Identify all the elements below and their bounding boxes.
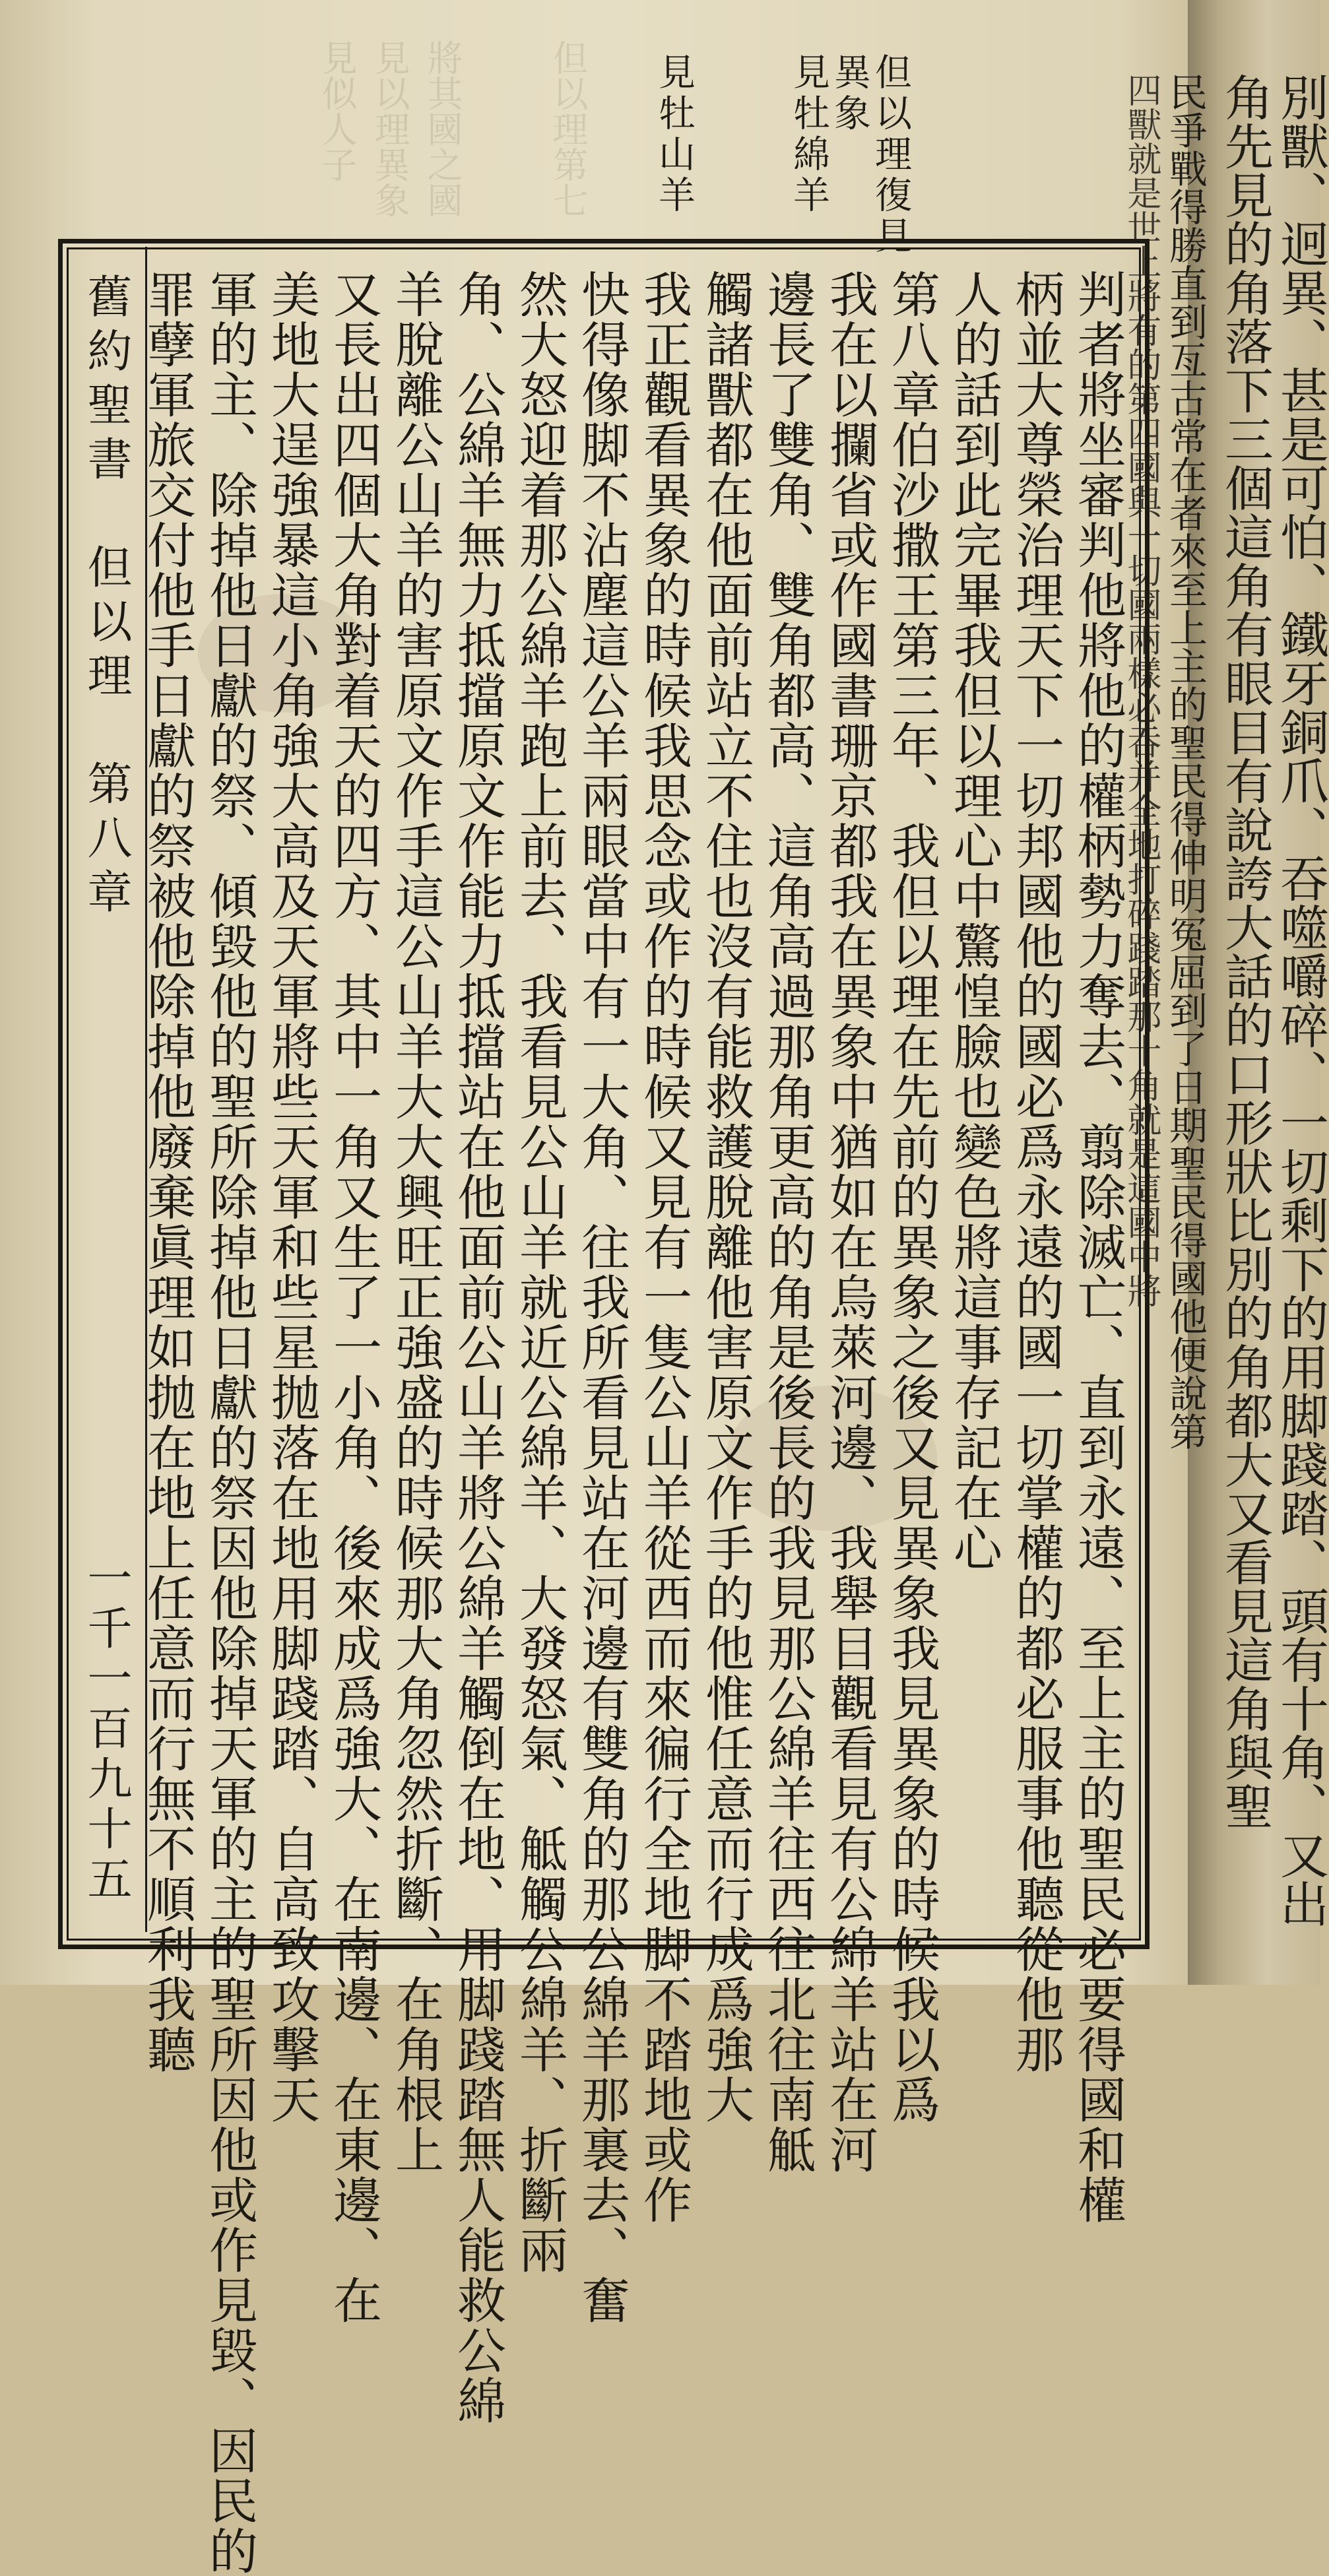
bleed-through-text: 將其國之國 <box>422 40 463 218</box>
text-column: 快得像脚不沾塵這公羊兩眼當中有一大角、往我所看見站在河邊有雙角的那公綿羊那裏去、奮 <box>573 269 630 2325</box>
running-header-column <box>66 247 147 1932</box>
bleed-through-text: 但以理第七 <box>547 40 589 218</box>
adjacent-page-column: 別獸、迥異、甚是可怕、鐵牙銅爪、吞噬嚼碎、一切剩下的用脚踐踏、頭有十角、又出 <box>1272 73 1329 1928</box>
adjacent-page-column: 民爭戰得勝直到亙古常在者來至上主的聖民得伸明冤屈到了日期聖民得國他便說第 <box>1163 73 1208 1450</box>
bleed-through-text: 見似人子 <box>316 40 358 182</box>
margin-note: 見牡綿羊 <box>787 53 830 216</box>
text-column: 觸諸獸都在他面前站立不住也沒有能救護脫離他害原文作手的他惟任意而行成爲強大 <box>697 269 754 2125</box>
margin-note: 異象 <box>828 53 871 135</box>
bleed-through-text: 見以理異象 <box>369 40 410 218</box>
text-column: 美地大逞強暴這小角強大高及天軍將些天軍和些星抛落在地用脚踐踏、自高致攻擊天 <box>263 269 320 2125</box>
margin-note: 見牡山羊 <box>653 53 696 216</box>
page-number: 一千一百九十五 <box>80 1555 132 1906</box>
text-column: 我正觀看異象的時候我思念或作的時候又見有一隻公山羊從西而來徧行全地脚不踏地或作 <box>635 269 692 2225</box>
text-column: 邊長了雙角、雙角都高、這角高過那角更高的角是後長的我見那公綿羊往西往北往南觝 <box>760 269 816 2175</box>
text-column: 然大怒迎着那公綿羊跑上前去、我看見公山羊就近公綿羊、大發怒氣、觝觸公綿羊、折斷兩 <box>511 269 568 2275</box>
text-column: 人的話到此完畢我但以理心中驚惶臉也變色將這事存記在心 <box>946 269 1002 1573</box>
text-column: 罪孽軍旅交付他手日獻的祭被他除掉他廢棄眞理如抛在地上任意而行無不順利我聽 <box>139 269 196 2075</box>
text-column: 柄並大尊榮治理天下一切邦國他的國必爲永遠的國一切掌權的都必服事他聽從他那 <box>1008 269 1064 2075</box>
chapter-start-column: 第八章伯沙撒王第三年、我但以理在先前的異象之後又見異象我見異象的時候我以爲 <box>884 269 940 2125</box>
text-column: 判者將坐審判他將他的權柄勢力奪去、翦除滅亡、直到永遠、至上主的聖民必要得國和權 <box>1070 269 1126 2225</box>
margin-note: 但以理復見 <box>869 53 912 257</box>
adjacent-page-column: 四獸就是世上將有的第四國與一切國兩樣必吞并全地打碎踐踏那十角就是這國中將 <box>1121 73 1161 1308</box>
text-column: 軍的主、除掉他日獻的祭、傾毀他的聖所除掉他日獻的祭因他除掉天軍的主的聖所因他或作見毀、因民的 <box>201 269 258 2576</box>
text-column: 我在以攔省或作國書珊京都我在異象中猶如在烏萊河邊、我舉目觀看見有公綿羊站在河 <box>822 269 878 2175</box>
text-column: 角、公綿羊無力抵擋原文作能力抵擋站在他面前公山羊將公綿羊觸倒在地、用脚踐踏無人能救公綿 <box>449 269 506 2426</box>
text-column: 羊脫離公山羊的害原文作手這公山羊大大興旺正強盛的時候那大角忽然折斷、在角根上 <box>387 269 444 2175</box>
book-title: 舊約聖書 但以理 第八章 <box>80 273 132 922</box>
adjacent-page-column: 角先見的角落下三個這角有眼目有說誇大話的口形狀比別的角都大又看見這角與聖 <box>1217 73 1274 1830</box>
text-column: 又長出四個大角對着天的四方、其中一角又生了一小角、後來成爲強大、在南邊、在東邊、在 <box>325 269 382 2325</box>
